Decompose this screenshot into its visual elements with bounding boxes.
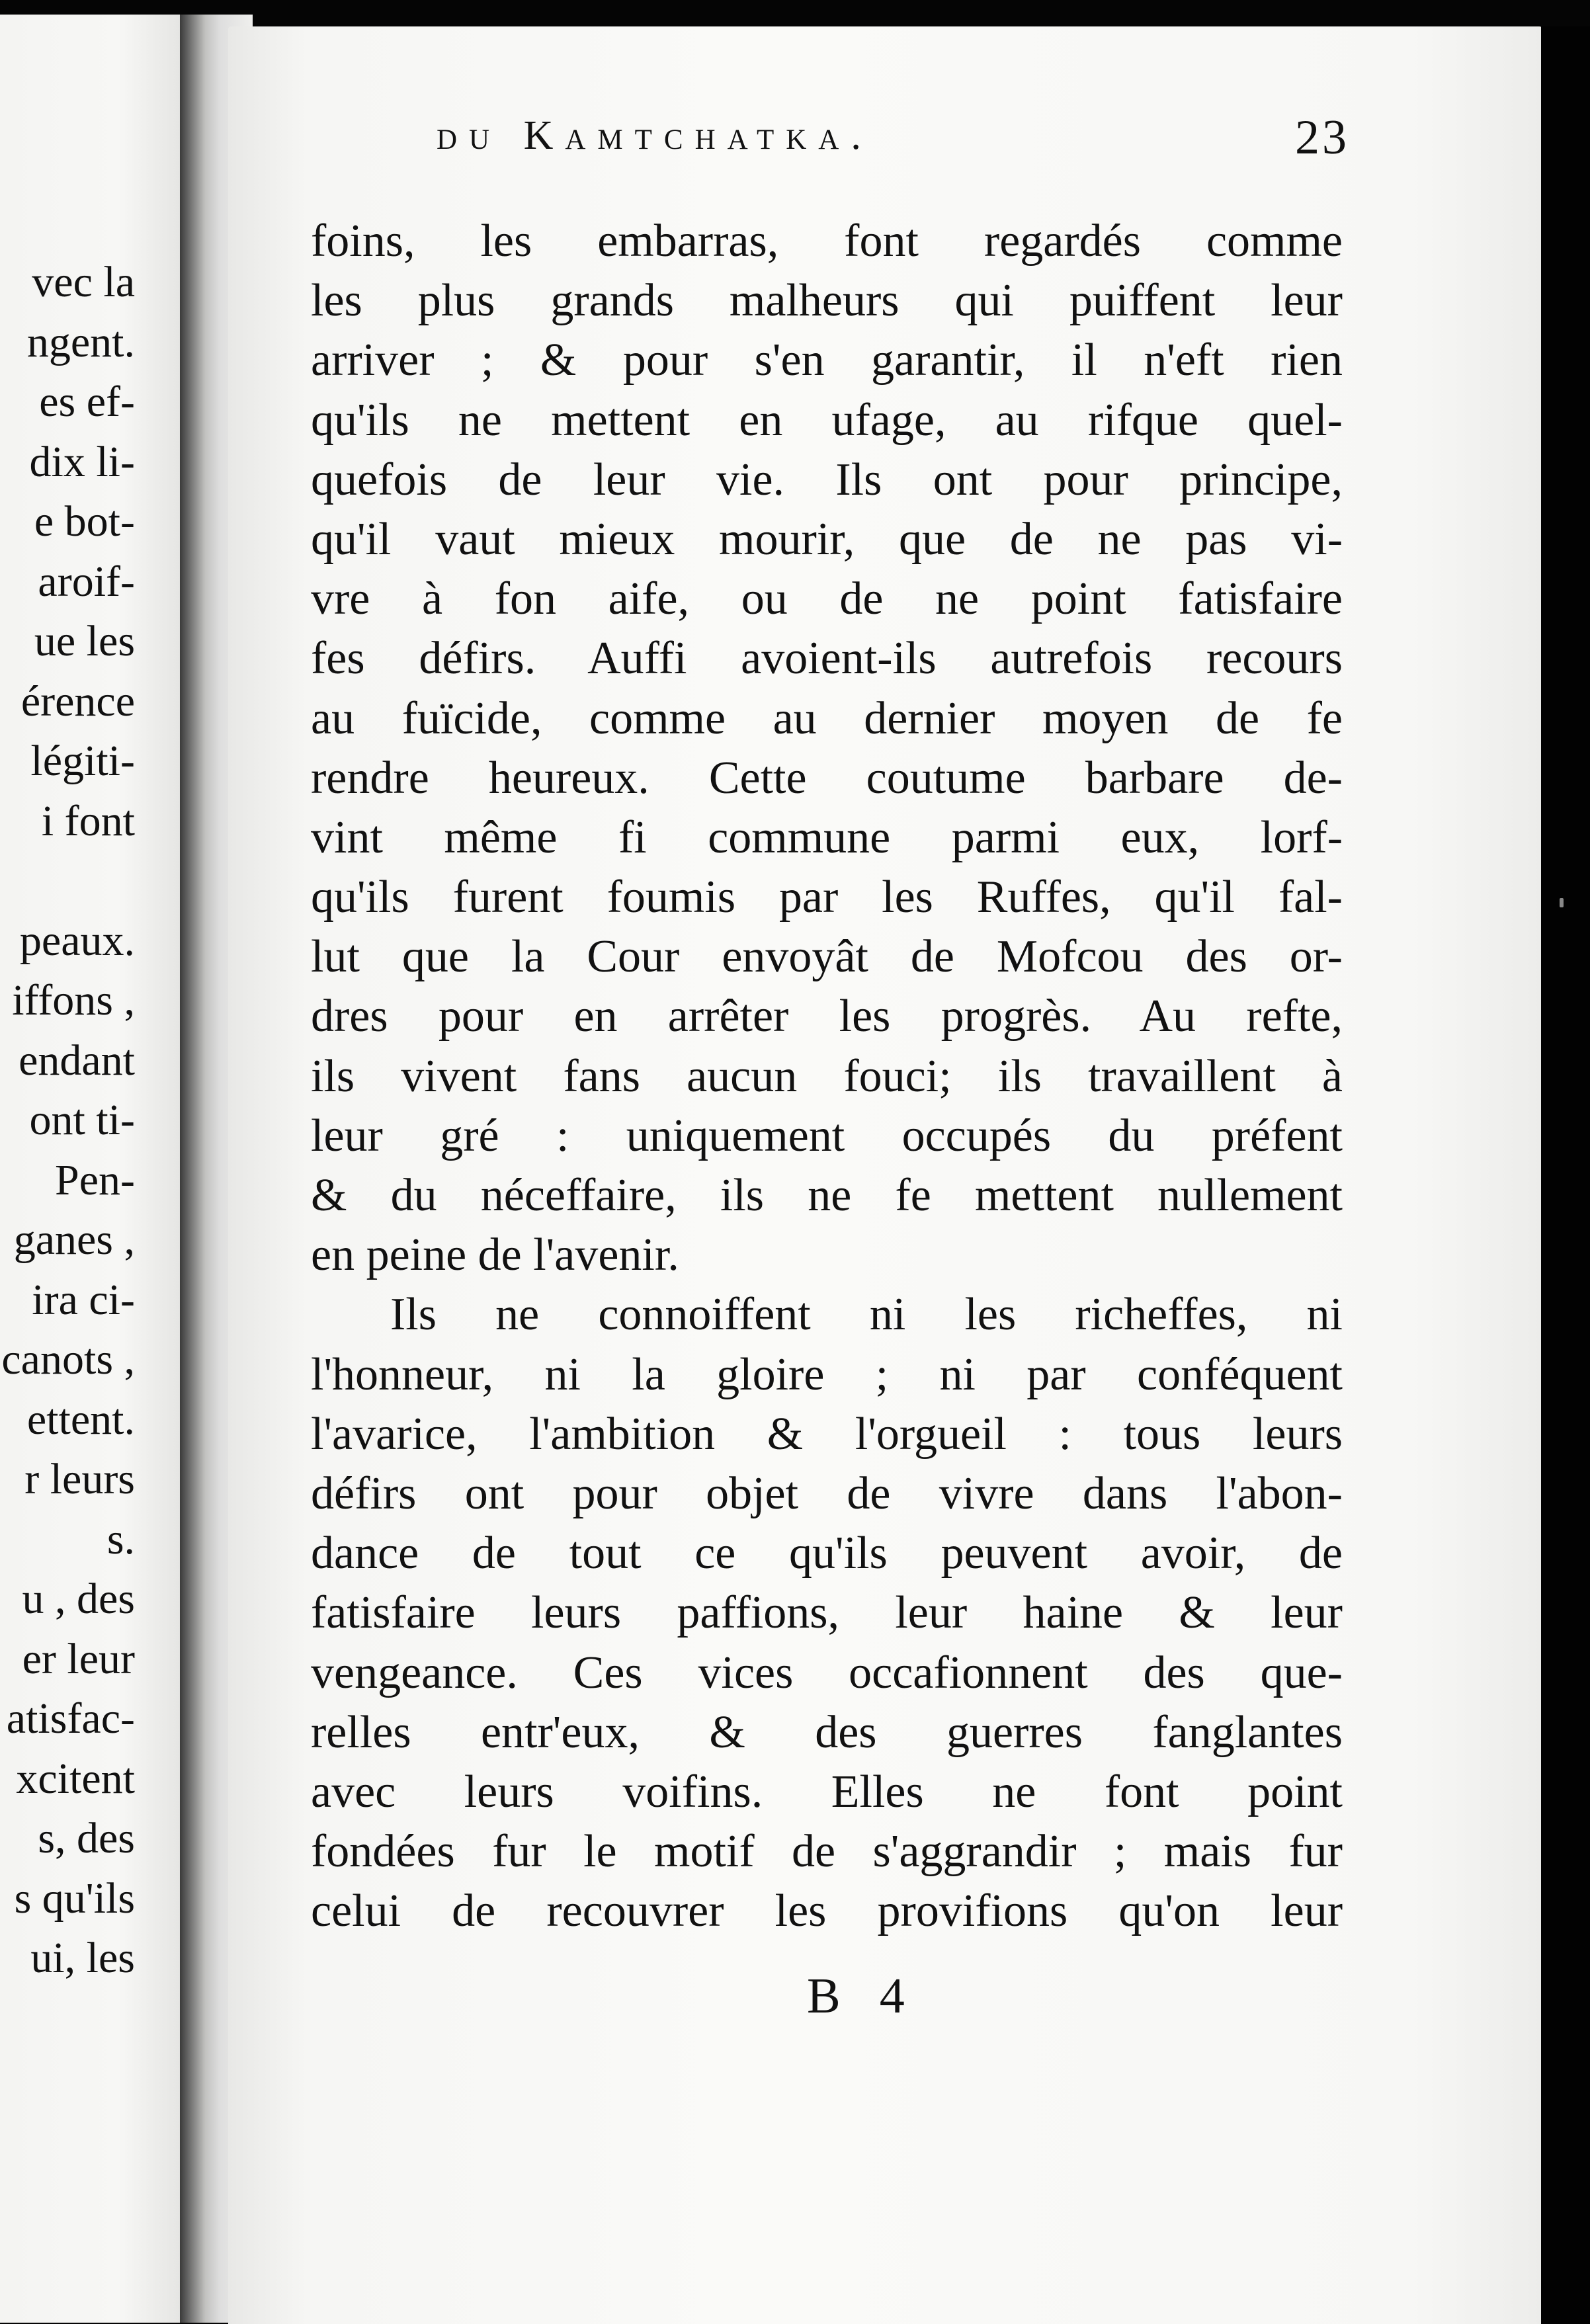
page-number: 23	[1295, 110, 1349, 165]
text-line: ils vivent fans aucun fouci; ils travaillent à	[311, 1050, 1343, 1102]
text-line: fes défirs. Auffi avoient-ils autrefois recours	[311, 633, 1343, 685]
body-text	[311, 212, 1343, 1941]
left-page-line: iffons ,	[12, 976, 135, 1024]
paragraph-start-line: Ils ne connoiffent ni les richeffes, ni	[390, 1289, 1343, 1341]
text-line: au fuïcide, comme au dernier moyen de fe	[311, 692, 1343, 744]
text-line: vint même fi commune parmi eux, lorf-	[311, 811, 1343, 863]
running-head: du Kamtchatka.	[437, 113, 873, 158]
left-page-line: i font	[41, 796, 135, 845]
left-page-line: ira ci-	[32, 1275, 135, 1324]
text-line: qu'ils furent foumis par les Ruffes, qu'il fal-	[311, 872, 1343, 923]
left-page-line: es ef-	[39, 378, 135, 426]
text-line: fondées fur le motif de s'aggrandir ; mais fur	[311, 1826, 1343, 1878]
text-line: leur gré : uniquement occupés du préfent	[311, 1110, 1343, 1161]
left-page-line: ue les	[34, 617, 135, 665]
left-page-line: légiti-	[30, 737, 135, 785]
text-line: dres pour en arrêter les progrès. Au refte,	[311, 991, 1343, 1042]
signature-mark: B 4	[807, 1968, 918, 2024]
left-page-line: ngent.	[26, 317, 135, 366]
text-line: rendre heureux. Cette coutume barbare de-	[311, 752, 1343, 804]
left-page-line: endant	[19, 1036, 135, 1085]
left-page-line: vec la	[32, 258, 135, 306]
page-edge-background	[1541, 26, 1590, 2324]
text-line: l'honneur, ni la gloire ; ni par conféquent	[311, 1349, 1343, 1400]
edge-speck	[1560, 898, 1564, 907]
left-page-line: ganes ,	[13, 1216, 135, 1264]
left-page-line: e bot-	[34, 497, 135, 546]
left-page-line: er leur	[22, 1634, 135, 1683]
left-page-line: u , des	[22, 1575, 135, 1623]
text-line: qu'il vaut mieux mourir, que de ne pas vi-	[311, 513, 1343, 565]
left-page-line: peaux.	[19, 916, 135, 965]
text-line: arriver ; & pour s'en garantir, il n'eft rien	[311, 335, 1343, 386]
text-line: foins, les embarras, font regardés comme	[311, 216, 1343, 267]
left-page-line: ont ti-	[29, 1096, 135, 1144]
left-page-line: érence	[21, 677, 135, 726]
left-page-line: s.	[106, 1515, 135, 1563]
left-page-line: r leurs	[24, 1455, 135, 1503]
left-page-line	[1, 851, 135, 911]
text-line: fatisfaire leurs paffions, leur haine & leur	[311, 1587, 1343, 1639]
text-line: & du néceffaire, ils ne fe mettent nullement	[311, 1170, 1343, 1221]
left-page-line: dix li-	[29, 437, 135, 486]
left-page-line: ui, les	[30, 1934, 135, 1982]
left-page-line: xcitent	[16, 1754, 135, 1803]
left-page-line: s, des	[38, 1814, 135, 1862]
left-page-line: canots ,	[1, 1335, 135, 1384]
text-line: l'avarice, l'ambition & l'orgueil : tous leurs	[311, 1408, 1343, 1460]
text-line: avec leurs voifins. Elles ne font point	[311, 1766, 1343, 1817]
text-line: quefois de leur vie. Ils ont pour principe,	[311, 454, 1343, 505]
text-line: lut que la Cour envoyât de Mofcou des or-	[311, 931, 1343, 983]
text-line: relles entr'eux, & des guerres fanglantes	[311, 1706, 1343, 1758]
text-line: défirs ont pour objet de vivre dans l'abon-	[311, 1468, 1343, 1519]
text-line: celui de recouvrer les provifions qu'on leur	[311, 1886, 1343, 1937]
text-line: vre à fon aife, ou de ne point fatisfaire	[311, 573, 1343, 625]
text-line: vengeance. Ces vices occafionnent des que-	[311, 1647, 1343, 1698]
page-header	[437, 99, 1349, 172]
left-page-line: Pen-	[55, 1155, 135, 1204]
text-line: qu'ils ne mettent en ufage, au rifque quel-	[311, 394, 1343, 446]
facing-left-page	[0, 15, 198, 2323]
left-page-line: s qu'ils	[14, 1874, 135, 1923]
left-page-text	[1, 253, 135, 1989]
paragraph-end-line: en peine de l'avenir.	[311, 1229, 679, 1281]
left-page-line: aroif-	[38, 557, 135, 606]
left-page-line: atisfac-	[6, 1694, 135, 1743]
text-line: dance de tout ce qu'ils peuvent avoir, de	[311, 1528, 1343, 1579]
left-page-line: ettent.	[26, 1395, 135, 1444]
text-line: les plus grands malheurs qui puiffent leur	[311, 275, 1343, 327]
